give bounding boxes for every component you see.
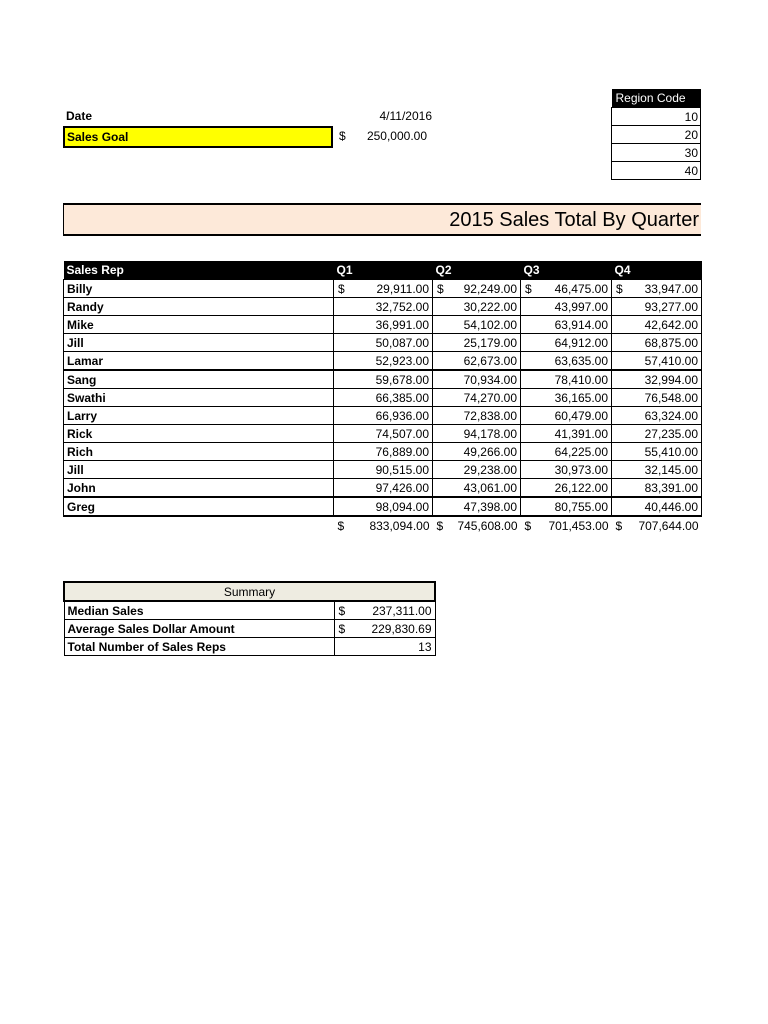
table-row: [64, 370, 702, 389]
summary-label: Median Sales: [64, 601, 334, 620]
table-row: [64, 352, 702, 371]
q3-value: 63,914.00: [554, 317, 608, 332]
q4-value-cell[interactable]: [612, 497, 702, 516]
q4-value-cell[interactable]: [612, 389, 702, 407]
summary-row: [64, 601, 435, 620]
q4-value: 57,410.00: [644, 353, 698, 368]
q1-value: 98,094.00: [375, 499, 429, 514]
q2-value-cell[interactable]: [433, 425, 521, 443]
table-row: [64, 316, 702, 334]
q1-value: 66,936.00: [375, 408, 429, 423]
col-header-q4: Q4: [612, 261, 702, 280]
region-code-table: [611, 89, 701, 180]
table-row: [64, 334, 702, 352]
currency-symbol: $: [338, 603, 346, 618]
sales-rep-name[interactable]: Sang: [64, 370, 334, 389]
q3-value-cell[interactable]: [521, 298, 612, 316]
q4-value: 42,642.00: [644, 317, 698, 332]
sales-table-body: [64, 280, 702, 535]
q1-total: 833,094.00: [369, 518, 430, 533]
region-code-cell[interactable]: 30: [612, 144, 701, 162]
q2-total: 745,608.00: [457, 518, 518, 533]
currency-symbol: $: [337, 518, 345, 533]
sales-rep-name[interactable]: Greg: [64, 497, 334, 516]
q2-value: 54,102.00: [463, 317, 517, 332]
q1-value-cell[interactable]: [334, 461, 433, 479]
currency-symbol: $: [615, 518, 623, 533]
q2-value-cell[interactable]: [433, 280, 521, 298]
totals-spacer: [64, 516, 334, 534]
q3-value: 41,391.00: [554, 426, 608, 441]
q3-value-cell[interactable]: [521, 389, 612, 407]
table-row: [64, 479, 702, 498]
q3-value: 64,912.00: [554, 335, 608, 350]
col-header-q2: Q2: [433, 261, 521, 280]
currency-symbol: $: [436, 518, 444, 533]
sales-rep-name[interactable]: Rich: [64, 443, 334, 461]
q4-value: 55,410.00: [644, 444, 698, 459]
currency-symbol: $: [524, 518, 532, 533]
q4-value-cell[interactable]: [612, 407, 702, 425]
sales-goal-label: Sales Goal: [67, 130, 129, 144]
sales-table-header-row: [64, 261, 702, 280]
summary-header-row: [64, 582, 435, 601]
q3-value-cell[interactable]: [521, 280, 612, 298]
q2-value: 43,061.00: [463, 480, 517, 495]
q4-value-cell[interactable]: [612, 461, 702, 479]
q2-value: 92,249.00: [463, 281, 517, 296]
q1-value: 66,385.00: [375, 390, 429, 405]
q1-value-cell[interactable]: [334, 316, 433, 334]
currency-symbol: $: [525, 281, 532, 296]
sales-rep-name[interactable]: Swathi: [64, 389, 334, 407]
sales-rep-name[interactable]: Billy: [64, 280, 334, 298]
q2-value: 25,179.00: [463, 335, 517, 350]
q2-value-cell[interactable]: [433, 461, 521, 479]
summary-row: [64, 638, 435, 656]
q3-value: 26,122.00: [554, 480, 608, 495]
table-row: [64, 425, 702, 443]
q1-value: 32,752.00: [375, 299, 429, 314]
q4-value: 32,994.00: [644, 372, 698, 387]
sales-rep-name[interactable]: Lamar: [64, 352, 334, 371]
sales-goal-cell[interactable]: [63, 126, 333, 148]
currency-symbol: $: [338, 621, 346, 636]
q4-value-cell[interactable]: [612, 352, 702, 371]
q3-value-cell[interactable]: [521, 316, 612, 334]
q2-value: 29,238.00: [463, 462, 517, 477]
q3-value: 64,225.00: [554, 444, 608, 459]
sales-rep-name[interactable]: Mike: [64, 316, 334, 334]
sales-goal-value[interactable]: 250,000.00: [366, 129, 427, 143]
q4-value-cell[interactable]: [612, 370, 702, 389]
region-code-header: Region Code: [612, 89, 701, 108]
q2-value: 70,934.00: [463, 372, 517, 387]
q1-value-cell[interactable]: [334, 298, 433, 316]
currency-symbol: $: [437, 281, 444, 296]
q2-value-cell[interactable]: [433, 370, 521, 389]
q4-value-cell[interactable]: [612, 334, 702, 352]
q3-value-cell[interactable]: [521, 461, 612, 479]
q4-value-cell[interactable]: [612, 425, 702, 443]
totals-row: [64, 516, 702, 534]
q3-value: 63,635.00: [554, 353, 608, 368]
summary-label: Total Number of Sales Reps: [64, 638, 334, 656]
q1-value-cell[interactable]: [334, 479, 433, 498]
sales-rep-name[interactable]: Larry: [64, 407, 334, 425]
q3-value-cell[interactable]: [521, 370, 612, 389]
region-code-cell[interactable]: 40: [612, 162, 701, 180]
q4-value-cell[interactable]: [612, 280, 702, 298]
q2-value: 94,178.00: [463, 426, 517, 441]
summary-value-cell[interactable]: [334, 620, 435, 638]
q3-value-cell[interactable]: [521, 407, 612, 425]
q1-value: 76,889.00: [375, 444, 429, 459]
q2-value: 72,838.00: [463, 408, 517, 423]
q1-value: 59,678.00: [375, 372, 429, 387]
q1-value-cell[interactable]: [334, 407, 433, 425]
table-row: [64, 298, 702, 316]
q2-total-cell[interactable]: [433, 516, 521, 534]
q2-value-cell[interactable]: [433, 352, 521, 371]
col-header-sales-rep: Sales Rep: [64, 261, 334, 280]
banner-title: 2015 Sales Total By Quarter: [449, 209, 699, 231]
summary-value: 229,830.69: [371, 621, 432, 636]
q3-value-cell[interactable]: [521, 443, 612, 461]
q2-value-cell[interactable]: [433, 298, 521, 316]
currency-symbol: $: [616, 281, 623, 296]
q4-value: 40,446.00: [644, 499, 698, 514]
q2-value: 49,266.00: [463, 444, 517, 459]
q3-value: 30,973.00: [554, 462, 608, 477]
region-code-cell[interactable]: 10: [612, 108, 701, 126]
q3-total: 701,453.00: [548, 518, 609, 533]
q4-total: 707,644.00: [638, 518, 699, 533]
q1-value-cell[interactable]: [334, 352, 433, 371]
q2-value-cell[interactable]: [433, 443, 521, 461]
table-row: [64, 443, 702, 461]
q4-total-cell[interactable]: [612, 516, 702, 534]
sales-rep-name[interactable]: Randy: [64, 298, 334, 316]
q4-value-cell[interactable]: [612, 298, 702, 316]
summary-label: Average Sales Dollar Amount: [64, 620, 334, 638]
q1-value-cell[interactable]: [334, 334, 433, 352]
q1-value-cell[interactable]: [334, 425, 433, 443]
q1-value: 74,507.00: [375, 426, 429, 441]
q1-value: 52,923.00: [375, 353, 429, 368]
table-row: [64, 461, 702, 479]
q1-value: 36,991.00: [375, 317, 429, 332]
summary-title: Summary: [64, 582, 435, 601]
q3-value-cell[interactable]: [521, 479, 612, 498]
sales-table: [63, 261, 702, 534]
q4-value-cell[interactable]: [612, 479, 702, 498]
q4-value: 32,145.00: [644, 462, 698, 477]
date-label: Date: [66, 109, 93, 123]
q4-value: 33,947.00: [644, 281, 698, 296]
q2-value: 47,398.00: [463, 499, 517, 514]
q1-value: 29,911.00: [376, 281, 429, 296]
col-header-q1: Q1: [334, 261, 433, 280]
q4-value: 76,548.00: [644, 390, 698, 405]
q3-total-cell[interactable]: [521, 516, 612, 534]
q4-value: 68,875.00: [644, 335, 698, 350]
summary-value-cell[interactable]: [334, 638, 435, 656]
q1-value: 50,087.00: [375, 335, 429, 350]
q2-value-cell[interactable]: [433, 497, 521, 516]
q3-value-cell[interactable]: [521, 425, 612, 443]
table-row: [64, 280, 702, 298]
q1-total-cell[interactable]: [334, 516, 433, 534]
q2-value-cell[interactable]: [433, 479, 521, 498]
q3-value: 78,410.00: [554, 372, 608, 387]
q1-value-cell[interactable]: [334, 389, 433, 407]
q3-value: 60,479.00: [554, 408, 608, 423]
date-value[interactable]: 4/11/2016: [379, 109, 432, 123]
region-code-cell[interactable]: 20: [612, 126, 701, 144]
q2-value: 74,270.00: [463, 390, 517, 405]
summary-value-cell[interactable]: [334, 601, 435, 620]
q4-value: 63,324.00: [644, 408, 698, 423]
q2-value: 62,673.00: [463, 353, 517, 368]
q1-value-cell[interactable]: [334, 443, 433, 461]
q1-value-cell[interactable]: [334, 370, 433, 389]
summary-table: [63, 581, 436, 656]
q2-value-cell[interactable]: [433, 407, 521, 425]
q2-value: 30,222.00: [463, 299, 517, 314]
q4-value-cell[interactable]: [612, 443, 702, 461]
summary-value: 237,311.00: [372, 603, 432, 618]
q1-value: 90,515.00: [375, 462, 429, 477]
sales-rep-name[interactable]: Rick: [64, 425, 334, 443]
q1-value: 97,426.00: [375, 480, 429, 495]
q1-value-cell[interactable]: [334, 497, 433, 516]
q4-value: 27,235.00: [644, 426, 698, 441]
q4-value: 93,277.00: [644, 299, 698, 314]
q3-value-cell[interactable]: [521, 334, 612, 352]
table-row: [64, 389, 702, 407]
q3-value-cell[interactable]: [521, 352, 612, 371]
q3-value: 43,997.00: [554, 299, 608, 314]
sales-rep-name[interactable]: Jill: [64, 461, 334, 479]
q3-value: 36,165.00: [554, 390, 608, 405]
q1-value-cell[interactable]: [334, 280, 433, 298]
q3-value: 46,475.00: [554, 281, 608, 296]
summary-row: [64, 620, 435, 638]
title-banner: [63, 203, 701, 236]
col-header-q3: Q3: [521, 261, 612, 280]
q3-value: 80,755.00: [554, 499, 608, 514]
q2-value-cell[interactable]: [433, 389, 521, 407]
sales-rep-name[interactable]: Jill: [64, 334, 334, 352]
sales-rep-name[interactable]: John: [64, 479, 334, 498]
q3-value-cell[interactable]: [521, 497, 612, 516]
currency-symbol: $: [338, 281, 345, 296]
q2-value-cell[interactable]: [433, 316, 521, 334]
sales-goal-currency: $: [339, 129, 346, 143]
table-row: [64, 497, 702, 516]
summary-value: 13: [418, 639, 432, 654]
table-row: [64, 407, 702, 425]
q2-value-cell[interactable]: [433, 334, 521, 352]
q4-value-cell[interactable]: [612, 316, 702, 334]
q4-value: 83,391.00: [644, 480, 698, 495]
